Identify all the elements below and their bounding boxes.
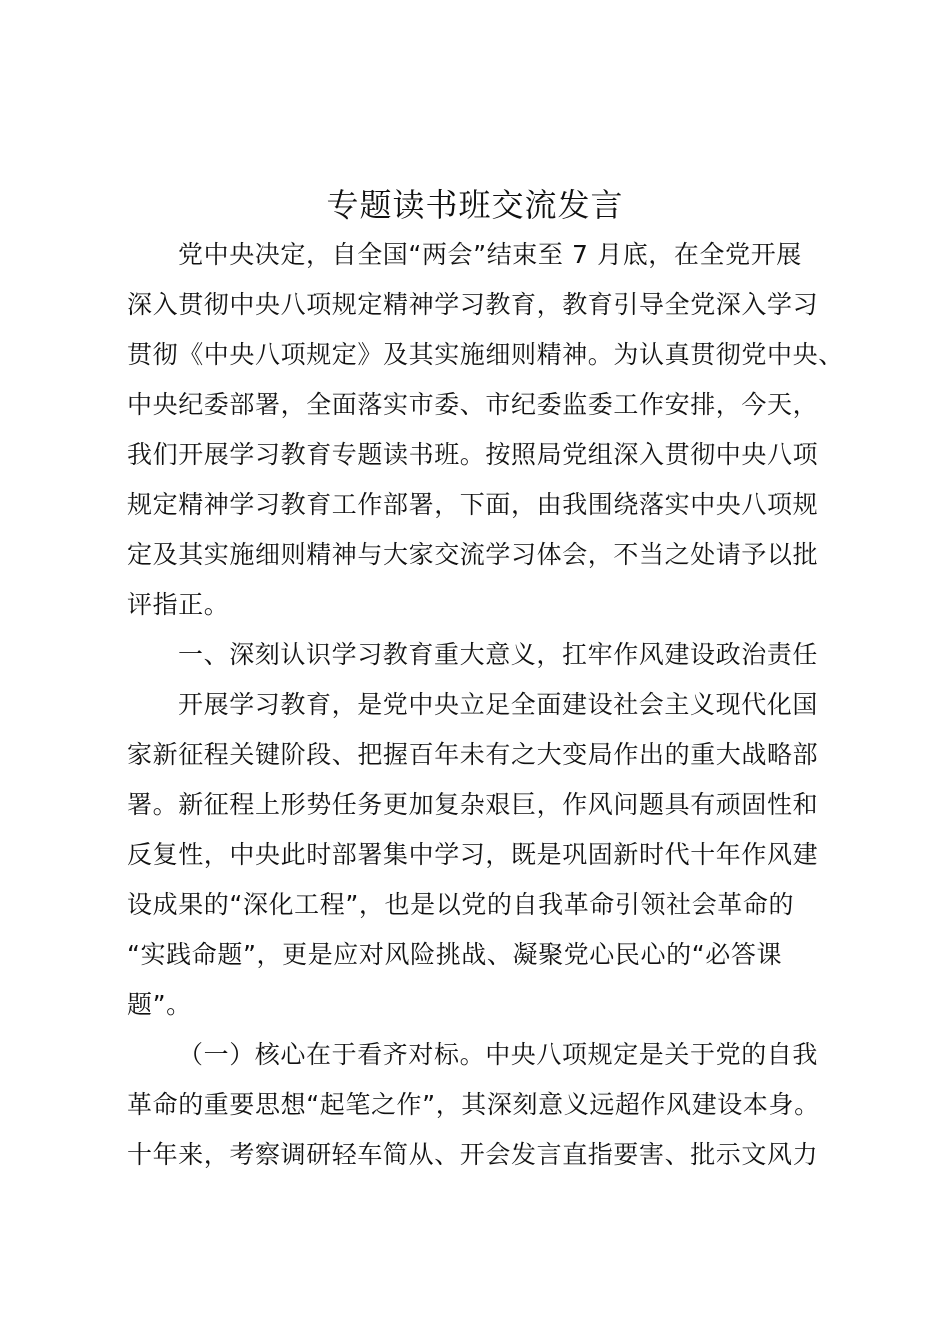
subsection-line: （一）核心在于看齐对标。中央八项规定是关于党的自我 — [178, 1040, 819, 1069]
paragraph-line: 规定精神学习教育工作部署，下面，由我围绕落实中央八项规 — [127, 490, 819, 519]
paragraph-line: 贯彻《中央八项规定》及其实施细则精神。为认真贯彻党中央、 — [127, 340, 844, 369]
paragraph-line: 革命的重要思想“起笔之作”，其深刻意义远超作风建设本身。 — [127, 1090, 820, 1119]
document-title: 专题读书班交流发言 — [326, 186, 624, 224]
paragraph-line: “实践命题”，更是应对风险挑战、凝聚党心民心的“必答课 — [127, 940, 783, 969]
paragraph-line: 我们开展学习教育专题读书班。按照局党组深入贯彻中央八项 — [127, 440, 819, 469]
paragraph-line: 题”。 — [127, 990, 192, 1019]
paragraph-line: 党中央决定，自全国“两会”结束至 7 月底，在全党开展 — [178, 240, 802, 269]
paragraph-line: 署。新征程上形势任务更加复杂艰巨，作风问题具有顽固性和 — [127, 790, 819, 819]
paragraph-line: 深入贯彻中央八项规定精神学习教育，教育引导全党深入学习 — [127, 290, 819, 319]
paragraph-line: 反复性，中央此时部署集中学习，既是巩固新时代十年作风建 — [127, 840, 819, 869]
paragraph-line: 开展学习教育，是党中央立足全面建设社会主义现代化国 — [178, 690, 819, 719]
paragraph-line: 评指正。 — [127, 590, 230, 619]
paragraph-line: 定及其实施细则精神与大家交流学习体会，不当之处请予以批 — [127, 540, 819, 569]
paragraph-line: 十年来，考察调研轻车简从、开会发言直指要害、批示文风力 — [127, 1140, 819, 1169]
paragraph-line: 家新征程关键阶段、把握百年未有之大变局作出的重大战略部 — [127, 740, 819, 769]
paragraph-line: 设成果的“深化工程”，也是以党的自我革命引领社会革命的 — [127, 890, 795, 919]
paragraph-line: 中央纪委部署，全面落实市委、市纪委监委工作安排，今天， — [127, 390, 819, 419]
section-heading: 一、深刻认识学习教育重大意义，扛牢作风建设政治责任 — [178, 640, 819, 669]
